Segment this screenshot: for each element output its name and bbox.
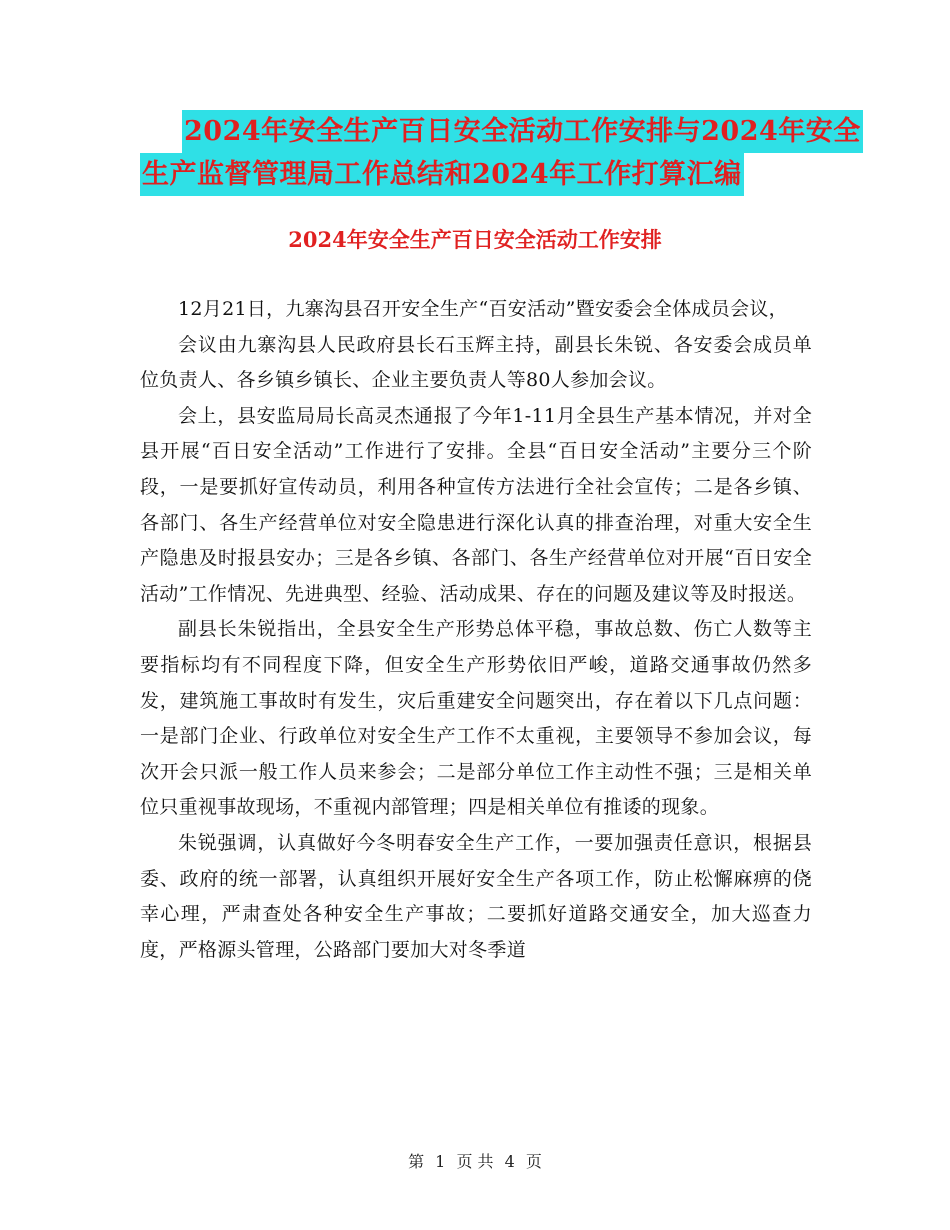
document-body (140, 292, 812, 968)
page-label-suffix: 页 (525, 1152, 542, 1171)
page-number-total: 4 (504, 1152, 515, 1171)
paragraph: 朱锐强调，认真做好今冬明春安全生产工作，一要加强责任意识，根据县委、政府的统一部署，认真组织开展好安全生产各项工作，防止松懈麻痹的侥幸心理，严肃查处各种安全生产事故；二要抓好道路交通安全，加大巡查力度，严格源头管理，公路部门要加大对冬季道 (140, 831, 812, 961)
document-title-line-1: 2024年安全生产百日安全活动工作安排与2024年安全 (182, 110, 863, 153)
page-label-prefix: 第 (408, 1152, 425, 1171)
document-title-line-2: 生产监督管理局工作总结和2024年工作打算汇编 (140, 153, 744, 196)
paragraph: 会议由九寨沟县人民政府县长石玉辉主持，副县长朱锐、各安委会成员单位负责人、各乡镇乡镇长、企业主要负责人等80人参加会议。 (140, 333, 812, 392)
section-title: 2024年安全生产百日安全活动工作安排 (288, 227, 662, 252)
page-number-current: 1 (435, 1152, 446, 1171)
paragraph: 12月21日，九寨沟县召开安全生产“百安活动”暨安委会全体成员会议， (178, 298, 788, 320)
page-label-mid: 页 共 (456, 1152, 494, 1171)
document-title (140, 110, 861, 196)
paragraph: 副县长朱锐指出，全县安全生产形势总体平稳，事故总数、伤亡人数等主要指标均有不同程度下降，但安全生产形势依旧严峻，道路交通事故仍然多发，建筑施工事故时有发生，灾后重建安全问题突出，存在着以下几点问题：一是部门企业、行政单位对安全生产工作不太重视，主要领导不参加会议，每次开会只派一般工作人员来参会；二是部分单位工作主动性不强；三是相关单位只重视事故现场，不重视内部管理；四是相关单位有推诿的现象。 (140, 618, 812, 819)
paragraph: 会上，县安监局局长高灵杰通报了今年1-11月全县生产基本情况，并对全县开展“百日安全活动”工作进行了安排。全县“百日安全活动”主要分三个阶段，一是要抓好宣传动员，利用各种宣传方法进行全社会宣传；二是各乡镇、各部门、各生产经营单位对安全隐患进行深化认真的排查治理，对重大安全生产隐患及时报县安办；三是各乡镇、各部门、各生产经营单位对开展“百日安全活动”工作情况、先进典型、经验、活动成果、存在的问题及建议等及时报送。 (140, 404, 812, 605)
page-footer (0, 1152, 950, 1172)
